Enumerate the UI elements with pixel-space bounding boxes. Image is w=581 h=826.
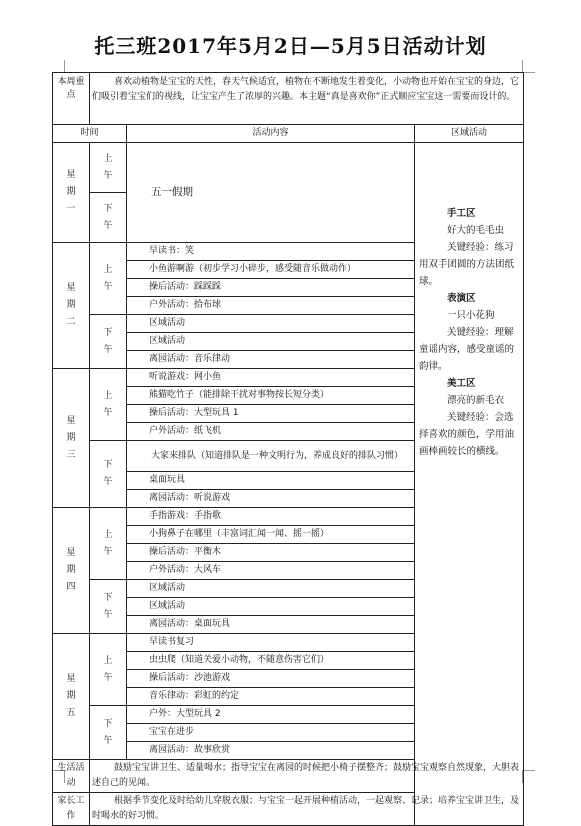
day-label: 星 期 五 [53, 634, 90, 760]
area-key-experience: 关键经验：练习用双手团圆的方法团纸球。 [419, 242, 515, 287]
life-row [53, 760, 524, 793]
pm-label: 下 午 [90, 315, 127, 369]
am-label: 上 午 [90, 243, 127, 315]
activity-cell: 小鱼游啊游（初步学习小碎步，感受随音乐做动作） [127, 261, 415, 279]
activity-cell: 离园活动：音乐律动 [127, 351, 415, 369]
header-content: 活动内容 [127, 125, 415, 143]
activity-cell: 离园活动：听说游戏 [127, 490, 415, 508]
area-activities [415, 143, 524, 826]
activity-cell: 户外活动：纸飞机 [127, 423, 415, 441]
life-label: 生活活动 [53, 760, 90, 793]
activity-cell: 操后活动：平衡木 [127, 544, 415, 562]
area-title: 手工区 [447, 208, 476, 219]
parents-text: 根据季节变化及时给幼儿穿脱衣服；与宝宝一起开展种植活动，一起观察、记录；培养宝宝讲卫生，及时喝水的好习惯。 [90, 793, 524, 826]
am-label: 上 午 [90, 369, 127, 441]
activity-cell: 户外活动：大风车 [127, 562, 415, 580]
area-key-experience: 关键经验：理解童谣内容，感受童谣的韵律。 [419, 327, 515, 372]
activity-cell: 早读书：笑 [127, 243, 415, 261]
activity-cell: 户外：大型玩具 2 [127, 706, 415, 724]
weekly-plan-table [52, 72, 524, 826]
day-label: 星 期 一 [53, 143, 90, 243]
life-text: 鼓励宝宝讲卫生、适量喝水；指导宝宝在离园的时候把小椅子摆整齐；鼓励宝宝观察自然现象，大胆表述自己的见闻。 [90, 760, 524, 793]
activity-cell: 离园活动：故事欣赏 [127, 742, 415, 760]
area-key-experience: 关键经验：会选择喜欢的颜色，学用油画棒画较长的横线。 [419, 412, 515, 457]
activity-cell: 手指游戏：手指歌 [127, 508, 415, 526]
focus-label: 本周重点 [53, 73, 90, 125]
activity-cell: 音乐律动：彩虹的约定 [127, 688, 415, 706]
am-label: 上 午 [90, 143, 127, 193]
focus-text: 喜欢动植物是宝宝的天性，春天气候适宜，植物在不断地发生着变化，小动物也开始在宝宝的身边，它们吸引着宝宝们的视线，让宝宝产生了浓厚的兴趣。本主题“真是喜欢你”正式顺应宝宝这一需要而设计的。 [90, 73, 524, 125]
area-activity: 好大的毛毛虫 [447, 225, 505, 236]
header-area: 区域活动 [415, 125, 524, 143]
page-title: 托三班2017年5月2日—5月5日活动计划 [94, 34, 487, 58]
activity-cell: 桌面玩具 [127, 472, 415, 490]
am-label: 上 午 [90, 508, 127, 580]
header-row [53, 125, 524, 143]
activity-cell: 早读书复习 [127, 634, 415, 652]
activity-cell: 操后活动：大型玩具 1 [127, 405, 415, 423]
activity-cell: 虫虫爬（知道关爱小动物，不随意伤害它们） [127, 652, 415, 670]
pm-label: 下 午 [90, 580, 127, 634]
activity-cell: 听说游戏：网小鱼 [127, 369, 415, 387]
activity-cell: 区域活动 [127, 315, 415, 333]
activity-cell: 区域活动 [127, 580, 415, 598]
activity-cell: 操后活动：踩踩踩 [127, 279, 415, 297]
focus-row [53, 73, 524, 125]
header-time: 时间 [53, 125, 127, 143]
area-title: 表演区 [447, 293, 476, 304]
day-label: 星 期 二 [53, 243, 90, 369]
day-label: 星 期 四 [53, 508, 90, 634]
activity-cell: 操后活动：沙池游戏 [127, 670, 415, 688]
am-label: 上 午 [90, 634, 127, 706]
pm-label: 下 午 [90, 193, 127, 243]
day-label: 星 期 三 [53, 369, 90, 508]
area-activity: 漂亮的新毛衣 [447, 395, 505, 406]
activity-cell: 宝宝在进步 [127, 724, 415, 742]
activity-cell: 熊猫吃竹子（能排除干扰对事物按长短分类） [127, 387, 415, 405]
pm-label: 下 午 [90, 441, 127, 508]
activity-cell: 区域活动 [127, 598, 415, 616]
parents-label: 家长工作 [53, 793, 90, 826]
area-activity: 一只小花狗 [447, 310, 495, 321]
area-title: 美工区 [447, 378, 476, 389]
activity-cell: 大家来排队（知道排队是一种文明行为，养成良好的排队习惯） [127, 441, 415, 472]
activity-cell: 户外活动：拾布球 [127, 297, 415, 315]
pm-label: 下 午 [90, 706, 127, 760]
activity-cell: 小狗鼻子在哪里（丰富词汇闻一闻、摇一摇） [127, 526, 415, 544]
parents-row [53, 793, 524, 826]
activity-cell: 区域活动 [127, 333, 415, 351]
activity-cell: 离园活动：桌面玩具 [127, 616, 415, 634]
holiday-text: 五一假期 [127, 143, 415, 243]
day-row-monday [53, 143, 524, 193]
